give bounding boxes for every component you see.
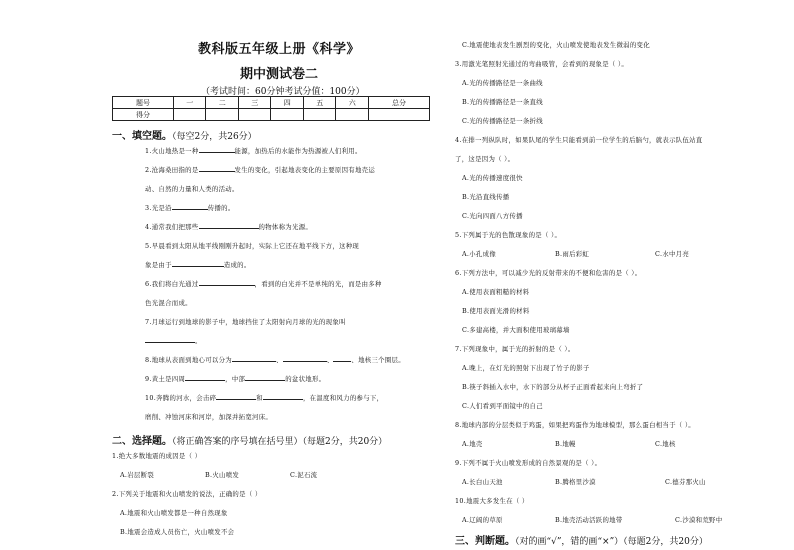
answer-blank[interactable] [172,260,224,267]
choice-option[interactable]: C.水中月亮 [655,250,690,258]
answer-blank[interactable] [199,279,255,286]
choice-option[interactable]: B.使用表面光滑的材料 [462,307,530,315]
answer-blank[interactable] [172,203,208,210]
section2-note: （将正确答案的序号填在括号里）（每题2分，共20分） [172,437,388,447]
answer-blank[interactable] [263,393,303,400]
score-cell: 六 [336,97,369,109]
choice-option[interactable]: A.使用表面粗糙的材料 [462,288,530,296]
q-text: ，中部 [225,375,246,383]
choice-question-2: 2.下列关于地震和火山喷发的说法，正确的是（ ） [112,490,262,498]
score-input-cell[interactable] [368,109,429,121]
choice-option[interactable]: B.筷子斜插入水中，水下的部分从杯子正面看起来向上弯折了 [462,383,644,391]
section3-title: 三、判断题。 [455,536,515,547]
answer-blank[interactable] [245,374,285,381]
choice-question-4: 4.在排一列纵队时，如果队尾的学生只能看到前一位学生的后脑勺，就表示队伍站直 [455,136,703,144]
score-cell: 得分 [113,109,174,121]
fill-question-5-cont [145,260,251,269]
score-cell: 三 [238,97,271,109]
choice-question-5: 5.下列属于光的色散现象的是（ ）。 [455,231,562,239]
choice-option[interactable]: C.地震使地表发生剧烈的变化，火山喷发使地表发生微弱的变化 [462,41,650,49]
document-title: 教科版五年级上册《科学》 [198,42,361,57]
score-input-cell[interactable] [336,109,369,121]
choice-question-1: 1.绝大多数地震的成因是（ ） [112,452,202,460]
answer-blank[interactable] [283,355,327,362]
choice-question-6: 6.下列方法中，可以减少光的反射带来的不便和危害的是（ ）。 [455,269,642,277]
choice-question-7: 7.下列现象中，属于光的折射的是（ ）。 [455,345,575,353]
q-text: 的物体称为光源。 [258,223,313,231]
fill-question-2 [145,165,375,174]
q-text: 传播的。 [207,204,235,212]
answer-blank[interactable] [199,146,235,153]
score-cell: 总分 [368,97,429,109]
answer-blank[interactable] [185,374,225,381]
q-text: 造成的。 [223,261,251,269]
choice-option[interactable]: C.泥石流 [290,471,318,479]
fill-question-10-cont: 磨削、冲蚀河床和河岸，加深并拓宽河床。 [145,413,273,421]
fill-question-7-cont [145,336,202,345]
q-text: 能源，加热后的水能作为热源被人们利用。 [234,147,362,155]
q-text: 。 [195,337,202,345]
section3-heading [455,532,708,547]
fill-question-3 [145,203,235,212]
fill-question-6 [145,279,382,288]
choice-option[interactable]: A.地震和火山喷发都是一种自然现象 [120,509,228,517]
section1-title: 一、填空题。 [112,131,172,142]
choice-option[interactable]: A.晚上，在灯光的照射下出现了竹子的影子 [462,364,590,372]
fill-question-7: 7.月球运行到地球的影子中，地球挡住了太阳射向月球的光的现象叫 [145,318,346,326]
fill-question-5: 5.早晨看到太阳从地平线刚刚升起时，实际上它还在地平线下方，这种现 [145,242,360,250]
choice-option[interactable]: C.光向四面八方传播 [462,212,523,220]
choice-option[interactable]: B.雨后彩虹 [555,250,590,258]
choice-option[interactable]: B.地震会造成人员伤亡，火山喷发不会 [120,528,235,536]
choice-option[interactable]: A.辽阔的草原 [462,516,503,524]
choice-question-4-cont: 了，这是因为（ ）。 [455,155,515,163]
choice-option[interactable]: B.光的传播路径是一条直线 [462,98,543,106]
choice-question-10: 10.地震大多发生在（ ） [455,497,529,505]
choice-option[interactable]: B.光沿直线传播 [462,193,510,201]
score-cell: 一 [173,97,206,109]
choice-option[interactable]: A.光的传播速度很快 [462,174,523,182]
score-input-cell[interactable] [173,109,206,121]
choice-option[interactable]: A.长白山天池 [462,478,503,486]
section1-heading [112,127,257,142]
q-text: 1.火山地热是一种 [145,147,199,155]
q-text: 、地核三个圈层。 [351,356,405,364]
q-text: 的盆状地形。 [285,375,326,383]
section1-note: （每空2分，共26分） [172,132,257,142]
fill-question-2-cont: 动、自然的力量和人类的活动。 [145,185,239,193]
q-text: 10.奔腾的河水，会击碎 [145,394,217,402]
score-cell: 四 [271,97,304,109]
choice-question-8: 8.地球内部的分层类似于鸡蛋，如果把鸡蛋作为地球模型，那么蛋白相当于（ ）。 [455,421,695,429]
exam-info: （考试时间：60分钟考试分值：100分） [201,87,365,97]
answer-blank[interactable] [145,336,195,343]
q-text: 2.沧海桑田指的是 [145,166,199,174]
fill-question-10 [145,393,383,402]
q-text: 和 [256,394,263,402]
q-text: 6.我们将白光通过 [145,280,199,288]
q-text: 、 [275,356,283,364]
choice-option[interactable]: B.地壳活动活跃的地带 [555,516,623,524]
score-input-cell[interactable] [303,109,336,121]
choice-question-3: 3.用激光笔照射光通过的弯曲吸管，会看到的现象是（ ）。 [455,60,629,68]
choice-option[interactable]: B.地幔 [555,440,576,448]
q-text: 9.黄土是四周 [145,375,186,383]
q-text: 发生的变化，引起地表变化的主要原因有地壳运 [234,166,376,174]
score-input-cell[interactable] [238,109,271,121]
choice-option[interactable]: A.光的传播路径是一条曲线 [462,79,543,87]
q-text: 象是由于 [145,261,172,269]
fill-question-9 [145,374,325,383]
choice-option[interactable]: A.小孔成像 [462,250,497,258]
choice-option[interactable]: C.地核 [655,440,676,448]
score-table [112,96,430,121]
q-text: 8.地球从表面到地心可以分为 [145,356,232,364]
score-input-cell[interactable] [206,109,239,121]
choice-option[interactable]: C.人们看到平面镜中的自己 [462,402,543,410]
choice-option[interactable]: C.多建高楼，并大面积使用玻璃幕墙 [462,326,570,334]
choice-question-9: 9.下列不属于火山喷发形成的自然景观的是（ ）。 [455,459,602,467]
q-text: ，在温度和风力的参与下， [302,394,384,402]
choice-option[interactable]: B.火山喷发 [205,471,240,479]
section2-heading [112,432,387,447]
choice-option[interactable]: B.腾格里沙漠 [555,478,596,486]
score-table-score-row [113,109,430,121]
q-text: 3.光是沿 [145,204,172,212]
q-text: ，看到的白光并不是单纯的光，而是由多种 [254,280,382,288]
choice-option[interactable]: A.岩层断裂 [120,471,155,479]
q-text: 4.通常我们把那些 [145,223,199,231]
section2-title: 二、选择题。 [112,436,172,447]
score-table-header-row [113,97,430,109]
section3-note: （对的画“√”，错的画“×”）（每题2分，共20分） [515,537,708,547]
fill-question-8 [145,355,405,364]
answer-blank[interactable] [216,393,256,400]
choice-option[interactable]: C.沙漠和荒野中 [675,516,723,524]
document-subtitle: 期中测试卷二 [240,67,319,82]
score-input-cell[interactable] [271,109,304,121]
answer-blank[interactable] [199,222,259,229]
answer-blank[interactable] [199,165,235,172]
choice-option[interactable]: C.光的传播路径是一条折线 [462,117,543,125]
score-cell: 五 [303,97,336,109]
choice-option[interactable]: A.地壳 [462,440,483,448]
score-cell: 二 [206,97,239,109]
choice-option[interactable]: C.德芬那火山 [665,478,706,486]
score-cell: 题号 [113,97,174,109]
answer-blank[interactable] [333,355,351,362]
fill-question-6-cont: 色光混合而成。 [145,299,192,307]
answer-blank[interactable] [232,355,276,362]
fill-question-1 [145,146,362,155]
q-text: 、 [326,356,334,364]
fill-question-4 [145,222,312,231]
